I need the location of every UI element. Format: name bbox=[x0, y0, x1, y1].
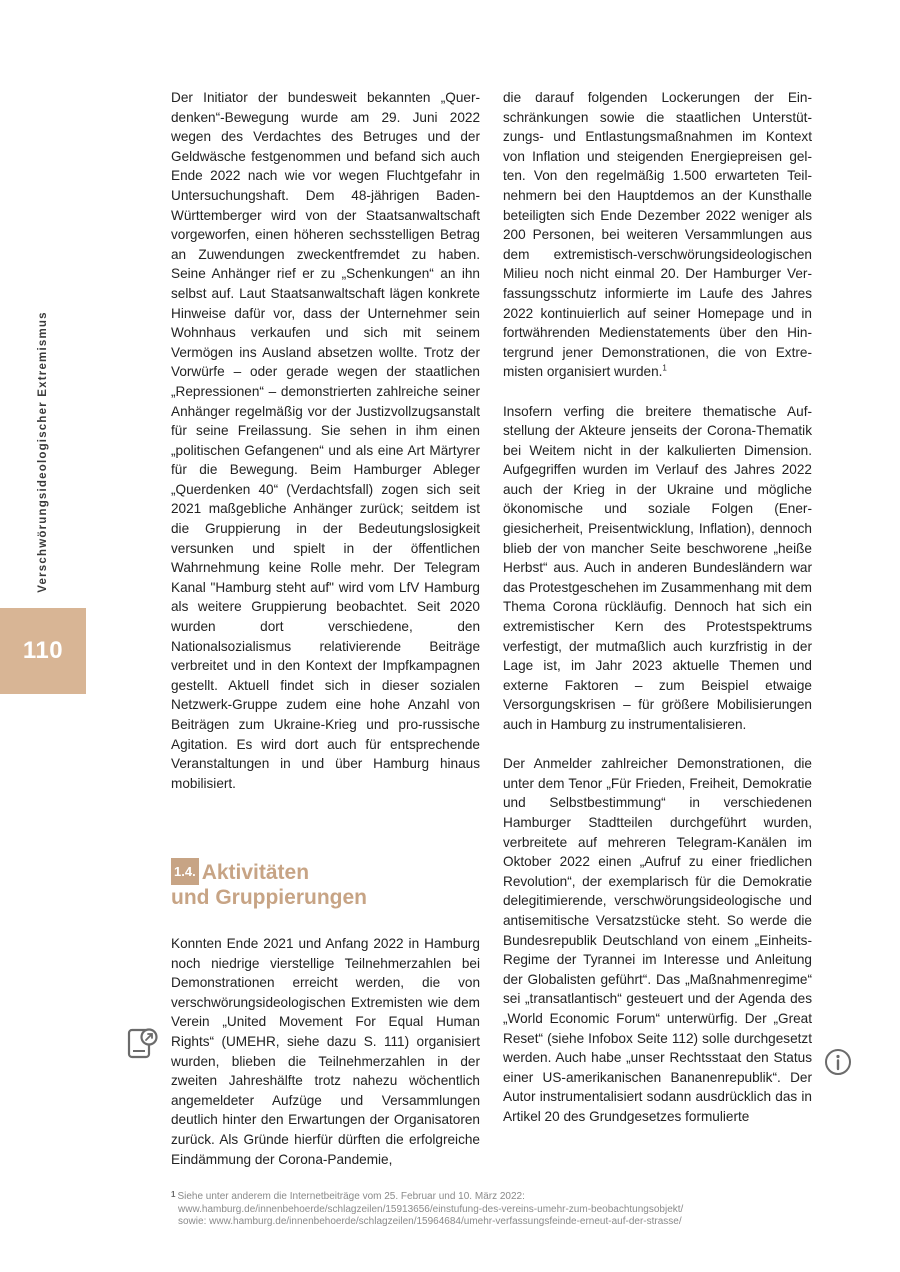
info-icon[interactable] bbox=[824, 1048, 852, 1076]
footnote-link-2[interactable]: sowie: www.hamburg.de/innenbehoerde/schlagzeilen/15964684/umehr-verfassungsfeinde-erneut-auf-der-strasse/ bbox=[178, 1216, 682, 1228]
right-column bbox=[503, 88, 812, 1126]
section-heading bbox=[171, 858, 480, 910]
right-paragraph-1-text: die darauf folgenden Lockerungen der Einschränkungen sowie die staatlichen Unterstützungs- und Entlastungsmaßnahmen im Kontext von Inflation und steigenden Energiepreisen gelten. Von den regelmäßig 1.500 erwarteten Teilnehmern bei den Hauptdemos an der Kunsthalle beteiligten sich Ende Dezember 2022 weniger als 200 Personen, bei weiteren Versammlungen aus dem extremistisch-verschwörungsideologischen Milieu noch nicht einmal 20. Der Hamburger Verfassungsschutz informierte im Laufe des Jahres 2022 kontinuierlich auf seiner Homepage und in fortwährenden Medienstatements über den Hintergrund jener Demonstrationen, die von Extremisten organisiert wurden. bbox=[503, 90, 812, 380]
section-title-line-2: und Gruppierungen bbox=[171, 886, 367, 909]
left-column bbox=[171, 88, 480, 793]
right-paragraph-3: Der Anmelder zahlreicher Demonstrationen, die unter dem Tenor „Für Frieden, Freiheit, Demokratie und Selbstbestimmung“ in verschiedenen Hamburger Stadtteilen durchgeführt wurden, verbreitete auf mehreren Telegram-Kanälen im Oktober 2022 einen „Aufruf zu einer friedlichen Revolution“, der exemplarisch für die Demokratie delegitimierende, verschwörungsideologische und antisemitische Versatzstücke steht. So werde die Bundesrepublik Deutschland von einem „Einheits-Regime der Tyrannei im Interesse und Anleitung der Globalisten geführt“. Das „Maßnahmenregime“ sei „transatlantisch“ gesteuert und der Agenda des „World Economic Forum“ unterwürfig. Der „Great Reset“ (siehe Infobox Seite 112) solle durchgesetzt werden. Auch habe „unser Rechtsstaat den Status einer US-amerikanischen Bananenrepublik“. Der Autor instrumentalisiert sodann ausdrücklich das in Artikel 20 des Grundgesetzes formulierte bbox=[503, 756, 812, 1124]
footnote-mark: 1 bbox=[171, 1190, 176, 1199]
footnote bbox=[171, 1189, 821, 1229]
section-title-line-1: Aktivitäten bbox=[201, 861, 310, 884]
footnote-link-1[interactable]: www.hamburg.de/innenbehoerde/schlagzeilen/15913656/einstufung-des-vereins-umehr-zum-beobachtungsobjekt/ bbox=[178, 1203, 684, 1215]
running-title: Verschwörungsideologischer Extremismus bbox=[37, 311, 49, 593]
page-number: 110 bbox=[22, 637, 64, 664]
footnote-reference[interactable]: 1 bbox=[662, 363, 667, 373]
right-paragraph-2: Insofern verfing die breitere thematische Aufstellung der Akteure jenseits der Corona-Thematik bei Weitem nicht in der kalkulierten Dimension. Aufgegriffen wurden im Verlauf des Jahres 2022 auch der Krieg in der Ukraine und mögliche ökonomische und soziale Folgen (Energiesicherheit, Preisentwicklung, Inflation), dennoch blieb der von mancher Seite beschworene „heiße Herbst“ aus. Auch in anderen Bundesländern war das Protestgeschehen im Zusammenhang mit dem Thema Corona rückläufig. Dennoch hat sich ein extremistischer Kern des Protestspektrums verfestigt, der mutmaßlich auch kurzfristig in der Lage ist, im Jahr 2023 aktuelle Themen und externe Faktoren – zum Beispiel etwaige Versorgungskrisen – für größere Mobilisierungen auch in Hamburg zu instrumentalisieren. bbox=[503, 403, 812, 732]
left-paragraph-2: Konnten Ende 2021 und Anfang 2022 in Hamburg noch niedrige vierstellige Teilnehmerzahlen bei Demonstrationen erreicht werden, die von verschwörungsideologischen Extremisten wie dem Verein „United Movement For Equal Human Rights“ (UMEHR, siehe dazu S. 111) organisiert wurden, blieben die Teilnehmerzahlen in der zweiten Jahreshälfte trotz nahezu wöchentlich angemeldeter Aufzüge und Versammlungen deutlich hinter den Erwartungen der Organisatoren zurück. Als Gründe hierfür dürften die erfolgreiche Eindämmung der Corona-Pandemie, bbox=[171, 936, 480, 1167]
left-paragraph-1: Der Initiator der bundesweit bekannten „Querdenken“-Bewegung wurde am 29. Juni 2022 wegen des Verdachtes des Betruges und der Geldwäsche festgenommen und befand sich auch Ende 2022 nach wie vor wegen Fluchtgefahr in Untersuchungshaft. Dem 48-jährigen Baden-Württemberger wird von der Staatsanwaltschaft vorgeworfen, einen höheren sechsstelligen Betrag an Zuwendungen zweckentfremdet zu haben. Seine Anhänger rief er zu „Schenkungen“ an ihn selbst auf. Laut Staatsanwaltschaft lägen konkrete Hinweise dafür vor, dass der Unternehmer sein Wohnhaus verkaufen und sich mit seinem Vermögen ins Ausland absetzen wollte. Trotz der Vorwürfe – oder gerade wegen der staatlichen „Repressionen“ – demonstrierten zahlreiche seiner Anhänger regelmäßig vor der Justizvollzugsanstalt für seine Freilassung. Sie sehen in ihm einen „politischen Gefangenen“ und als eine Art Märtyrer für die Bewegung. Beim Hamburger Ableger „Querdenken 40“ (Verdachtsfall) zogen sich seit 2021 maßgebliche Anhänger zurück; seitdem ist die Gruppierung in der Bedeutungslosigkeit versunken und spielt in der öffentlichen Wahrnehmung keine Rolle mehr. Der Telegram Kanal "Hamburg steht auf" wird vom LfV Hamburg als weitere Gruppierung beobachtet. Seit 2020 wurden dort verschiedene, den Nationalsozialismus relativierende Beiträge verbreitet und in den Kontext der Impfkampagnen gestellt. Aktuell findet sich in dieser sozialen Netzwerk-Gruppe zudem eine hohe Anzahl von Beiträgen zum Ukraine-Krieg und pro-russische Agitation. Es wird dort auch für entsprechende Veranstaltungen in und über Hamburg hinaus mobilisiert. bbox=[171, 90, 480, 791]
section-number: 1.4. bbox=[171, 858, 199, 885]
page-number-tab bbox=[0, 608, 86, 694]
external-document-icon[interactable] bbox=[126, 1026, 160, 1062]
right-paragraph-1 bbox=[503, 88, 812, 382]
footnote-line-1: Siehe unter anderem die Internetbeiträge vom 25. Februar und 10. März 2022: bbox=[177, 1191, 525, 1202]
left-column-lower bbox=[171, 934, 480, 1169]
